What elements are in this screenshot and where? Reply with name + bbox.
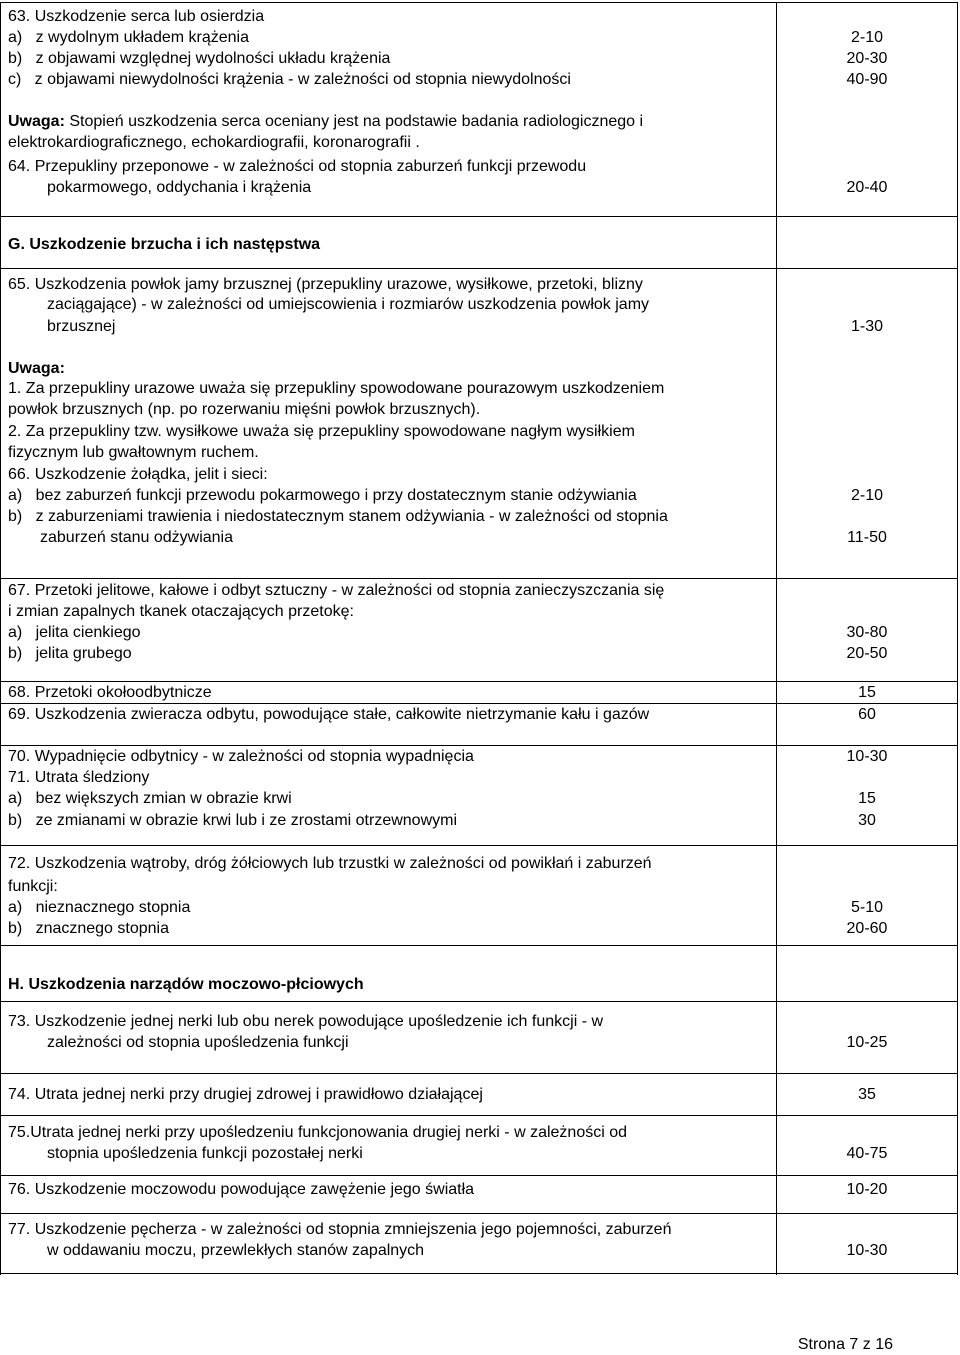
table-border <box>0 1074 1 1117</box>
table-border <box>0 1176 1 1215</box>
table-row <box>0 845 958 946</box>
row-text: zależności od stopnia upośledzenia funkcji <box>47 1034 349 1051</box>
table-row <box>0 703 958 746</box>
percentage-value: 10-20 <box>846 1181 888 1198</box>
table-border <box>0 269 1 580</box>
table-border <box>0 704 1 747</box>
table-row <box>0 945 958 1002</box>
table-row <box>0 1073 958 1116</box>
table-border <box>957 682 958 705</box>
table-border <box>957 746 958 769</box>
row-text: 65. Uszkodzenia powłok jamy brzusznej (przepukliny urazowe, wysiłkowe, przetoki, blizny <box>8 276 643 293</box>
percentage-value: 10-30 <box>846 1242 888 1259</box>
table-bottom-border <box>0 1273 958 1274</box>
table-row <box>0 2 958 217</box>
percentage-value: 11-50 <box>847 529 887 546</box>
row-text: 77. Uszkodzenie pęcherza - w zależności od stopnia zmniejszenia jego pojemności, zaburzeń <box>8 1221 672 1238</box>
row-text: w oddawaniu moczu, przewlekłych stanów zapalnych <box>47 1242 425 1259</box>
row-text: b) ze zmianami w obrazie krwi lub i ze zrostami otrzewnowymi <box>8 812 458 829</box>
percentage-value: 1-30 <box>850 318 884 335</box>
row-text: a) z wydolnym układem krążenia <box>8 29 249 46</box>
section-heading: Uwaga: <box>8 360 65 377</box>
percentage-value: 20-50 <box>846 645 888 662</box>
percentage-value: 20-60 <box>846 920 888 937</box>
table-border <box>0 1002 1 1075</box>
row-text: zaciągające) - w zależności od umiejscowienia i rozmiarów uszkodzenia powłok jamy <box>47 296 650 313</box>
table-border <box>0 217 1 270</box>
percentage-value: 5-10 <box>850 899 884 916</box>
table-border <box>0 3 1 218</box>
table-border <box>0 946 1 1003</box>
row-text: 76. Uszkodzenie moczowodu powodujące zawężenie jego światła <box>8 1181 475 1198</box>
page-number: Strona 7 z 16 <box>797 1336 893 1353</box>
row-text: a) bez większych zmian w obrazie krwi <box>8 790 292 807</box>
table-border <box>957 946 958 1003</box>
percentage-value: 15 <box>858 790 876 807</box>
row-text: b) znacznego stopnia <box>8 920 169 937</box>
table-row <box>0 1001 958 1074</box>
table-border <box>0 767 1 846</box>
row-text: 64. Przepukliny przeponowe - w zależności od stopnia zaburzeń funkcji przewodu <box>8 158 587 175</box>
percentage-value: 60 <box>858 706 876 723</box>
table-row <box>0 1213 958 1274</box>
row-text: pokarmowego, oddychania i krążenia <box>47 179 312 196</box>
percentage-value: 30-80 <box>846 624 888 641</box>
row-text: elektrokardiograficznego, echokardiografii, koronarografii . <box>8 134 420 151</box>
row-text: brzusznej <box>47 318 116 335</box>
table-border <box>957 579 958 683</box>
row-text: 71. Utrata śledziony <box>8 769 150 786</box>
percentage-value: 30 <box>858 812 876 829</box>
row-text: 70. Wypadnięcie odbytnicy - w zależności od stopnia wypadnięcia <box>8 748 474 765</box>
row-text: 69. Uszkodzenia zwieracza odbytu, powodujące stałe, całkowite nietrzymanie kału i gazów <box>8 706 650 723</box>
row-text: fizycznym lub gwałtownym ruchem. <box>8 444 259 461</box>
table-row <box>0 1115 958 1176</box>
table-border <box>957 767 958 846</box>
row-text: i zmian zapalnych tkanek otaczających przetokę: <box>8 603 354 620</box>
column-divider <box>776 946 777 1003</box>
percentage-value: 40-90 <box>846 71 888 88</box>
percentage-value: 20-40 <box>846 179 888 196</box>
column-divider <box>776 217 777 270</box>
table-border <box>0 846 1 947</box>
row-text: zaburzeń stanu odżywiania <box>40 529 234 546</box>
table-border <box>957 1214 958 1275</box>
row-text: 72. Uszkodzenia wątroby, dróg żółciowych lub trzustki w zależności od powikłań i zaburzeń <box>8 855 652 872</box>
row-text: 75.Utrata jednej nerki przy upośledzeniu funkcjonowania drugiej nerki - w zależności od <box>8 1124 628 1141</box>
table-row <box>0 681 958 704</box>
row-text: b) z objawami względnej wydolności układu krążenia <box>8 50 391 67</box>
row-text: 73. Uszkodzenie jednej nerki lub obu nerek powodujące upośledzenie ich funkcji - w <box>8 1013 604 1030</box>
row-text: 2. Za przepukliny tzw. wysiłkowe uważa się przepukliny spowodowane nagłym wysiłkiem <box>8 423 635 440</box>
table-row <box>0 745 958 768</box>
table-border <box>957 1074 958 1117</box>
table-border <box>0 1214 1 1275</box>
table-border <box>957 1002 958 1075</box>
percentage-value: 15 <box>858 684 876 701</box>
row-text: a) jelita cienkiego <box>8 624 141 641</box>
table-border <box>957 1116 958 1177</box>
percentage-value: 35 <box>858 1086 876 1103</box>
table-row <box>0 216 958 269</box>
percentage-value: 10-25 <box>846 1034 888 1051</box>
table-row <box>0 578 958 682</box>
table-row <box>0 268 958 579</box>
row-text: funkcji: <box>8 878 58 895</box>
table-border <box>0 746 1 769</box>
percentage-value: 20-30 <box>846 50 888 67</box>
row-text: powłok brzusznych (np. po rozerwaniu mięśni powłok brzusznych). <box>8 401 481 418</box>
table-border <box>957 269 958 580</box>
row-text: 74. Utrata jednej nerki przy drugiej zdrowej i prawidłowo działającej <box>8 1086 483 1103</box>
percentage-value: 2-10 <box>850 29 884 46</box>
row-text: 68. Przetoki okołoodbytnicze <box>8 684 212 701</box>
table-border <box>0 682 1 705</box>
row-text: a) nieznacznego stopnia <box>8 899 191 916</box>
row-text: b) z zaburzeniami trawienia i niedostatecznym stanem odżywiania - w zależności od stopnia <box>8 508 668 525</box>
row-text: stopnia upośledzenia funkcji pozostałej nerki <box>47 1145 363 1162</box>
row-text: 67. Przetoki jelitowe, kałowe i odbyt sztuczny - w zależności od stopnia zanieczyszczania się <box>8 582 665 599</box>
row-text: c) z objawami niewydolności krążenia - w zależności od stopnia niewydolności <box>8 71 571 88</box>
table-border <box>0 1116 1 1177</box>
row-text: 63. Uszkodzenie serca lub osierdzia <box>8 8 265 25</box>
table-row <box>0 1175 958 1214</box>
table-row <box>0 767 958 845</box>
table-border <box>957 1176 958 1215</box>
table-border <box>957 846 958 947</box>
table-border <box>0 579 1 683</box>
row-text: Uwaga: Stopień uszkodzenia serca oceniany jest na podstawie badania radiologicznego i <box>8 113 644 130</box>
table-border <box>957 217 958 270</box>
percentage-value: 40-75 <box>846 1145 888 1162</box>
row-text: a) bez zaburzeń funkcji przewodu pokarmowego i przy dostatecznym stanie odżywiania <box>8 487 637 504</box>
section-heading: G. Uszkodzenie brzucha i ich następstwa <box>8 236 321 253</box>
row-text: 66. Uszkodzenie żołądka, jelit i sieci: <box>8 466 268 483</box>
percentage-value: 2-10 <box>850 487 884 504</box>
row-text: b) jelita grubego <box>8 645 132 662</box>
section-heading: H. Uszkodzenia narządów moczowo-płciowych <box>8 976 364 993</box>
table-border <box>957 704 958 747</box>
table-border <box>957 3 958 218</box>
row-text: 1. Za przepukliny urazowe uważa się przepukliny spowodowane pourazowym uszkodzeniem <box>8 380 665 397</box>
percentage-value: 10-30 <box>846 748 888 765</box>
